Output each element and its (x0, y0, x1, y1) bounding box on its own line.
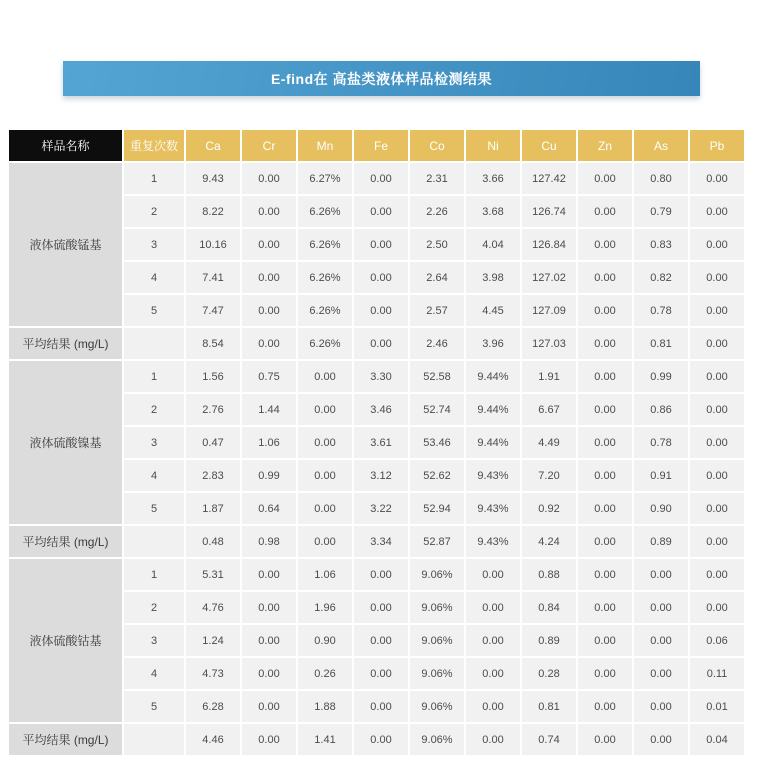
average-value-cell-Ca: 0.48 (186, 526, 240, 557)
value-cell-Ca: 1.87 (186, 493, 240, 524)
value-cell-Ni: 0.00 (466, 691, 520, 722)
value-cell-Fe: 0.00 (354, 559, 408, 590)
value-cell-Cr: 0.00 (242, 691, 296, 722)
repeat-count-cell: 5 (124, 691, 184, 722)
value-cell-Mn: 0.00 (298, 394, 352, 425)
average-value-cell-Fe: 0.00 (354, 328, 408, 359)
value-cell-Pb: 0.00 (690, 427, 744, 458)
average-value-cell-Pb: 0.00 (690, 526, 744, 557)
value-cell-Ni: 9.44% (466, 394, 520, 425)
repeat-count-cell: 2 (124, 592, 184, 623)
repeat-count-cell: 2 (124, 196, 184, 227)
value-cell-Ca: 10.16 (186, 229, 240, 260)
value-cell-Cr: 0.00 (242, 559, 296, 590)
repeat-count-cell: 1 (124, 361, 184, 392)
average-row (9, 724, 744, 755)
value-cell-Fe: 0.00 (354, 163, 408, 194)
value-cell-Ca: 1.24 (186, 625, 240, 656)
header-row (9, 130, 744, 161)
value-cell-Ni: 9.44% (466, 361, 520, 392)
value-cell-Fe: 0.00 (354, 691, 408, 722)
value-cell-Cr: 1.06 (242, 427, 296, 458)
value-cell-Mn: 0.90 (298, 625, 352, 656)
value-cell-Cr: 0.64 (242, 493, 296, 524)
value-cell-Pb: 0.00 (690, 229, 744, 260)
average-value-cell-Zn: 0.00 (578, 328, 632, 359)
value-cell-Mn: 0.00 (298, 460, 352, 491)
value-cell-As: 0.86 (634, 394, 688, 425)
value-cell-Pb: 0.00 (690, 559, 744, 590)
value-cell-Cu: 126.74 (522, 196, 576, 227)
average-value-cell-Cu: 4.24 (522, 526, 576, 557)
value-cell-As: 0.78 (634, 427, 688, 458)
value-cell-Cu: 127.42 (522, 163, 576, 194)
value-cell-Pb: 0.01 (690, 691, 744, 722)
average-value-cell-Cu: 127.03 (522, 328, 576, 359)
average-value-cell-Zn: 0.00 (578, 724, 632, 755)
value-cell-Mn: 6.26% (298, 196, 352, 227)
average-value-cell-Mn: 0.00 (298, 526, 352, 557)
average-value-cell-Ni: 9.43% (466, 526, 520, 557)
header-cell-Zn: Zn (578, 130, 632, 161)
value-cell-Cr: 0.00 (242, 229, 296, 260)
average-label-cell: 平均结果 (mg/L) (9, 724, 122, 755)
value-cell-Cu: 7.20 (522, 460, 576, 491)
value-cell-Zn: 0.00 (578, 163, 632, 194)
value-cell-Zn: 0.00 (578, 262, 632, 293)
average-row (9, 526, 744, 557)
repeat-count-cell: 4 (124, 658, 184, 689)
average-value-cell-Co: 9.06% (410, 724, 464, 755)
data-row (9, 559, 744, 590)
repeat-count-cell: 3 (124, 427, 184, 458)
value-cell-Cr: 0.00 (242, 295, 296, 326)
value-cell-Ca: 4.76 (186, 592, 240, 623)
value-cell-Fe: 0.00 (354, 592, 408, 623)
value-cell-Pb: 0.00 (690, 196, 744, 227)
value-cell-As: 0.79 (634, 196, 688, 227)
average-value-cell-Ca: 8.54 (186, 328, 240, 359)
repeat-count-cell: 3 (124, 625, 184, 656)
value-cell-Pb: 0.06 (690, 625, 744, 656)
value-cell-Zn: 0.00 (578, 427, 632, 458)
value-cell-Co: 9.06% (410, 559, 464, 590)
value-cell-Ni: 4.45 (466, 295, 520, 326)
value-cell-Ca: 5.31 (186, 559, 240, 590)
value-cell-Ca: 1.56 (186, 361, 240, 392)
value-cell-Zn: 0.00 (578, 295, 632, 326)
value-cell-Cu: 0.89 (522, 625, 576, 656)
value-cell-Ni: 0.00 (466, 658, 520, 689)
header-cell-Cr: Cr (242, 130, 296, 161)
value-cell-Co: 52.94 (410, 493, 464, 524)
value-cell-Mn: 6.26% (298, 229, 352, 260)
repeat-count-cell: 4 (124, 262, 184, 293)
value-cell-Ca: 4.73 (186, 658, 240, 689)
value-cell-Cu: 4.49 (522, 427, 576, 458)
value-cell-Cr: 0.00 (242, 658, 296, 689)
header-cell-Ni: Ni (466, 130, 520, 161)
value-cell-Cu: 127.02 (522, 262, 576, 293)
value-cell-Ca: 7.41 (186, 262, 240, 293)
average-value-cell-Ni: 3.96 (466, 328, 520, 359)
value-cell-Pb: 0.00 (690, 592, 744, 623)
value-cell-Ni: 9.43% (466, 460, 520, 491)
value-cell-Ni: 0.00 (466, 559, 520, 590)
value-cell-Cu: 6.67 (522, 394, 576, 425)
value-cell-Co: 53.46 (410, 427, 464, 458)
average-value-cell-Co: 52.87 (410, 526, 464, 557)
repeat-count-cell: 4 (124, 460, 184, 491)
value-cell-Zn: 0.00 (578, 658, 632, 689)
value-cell-As: 0.00 (634, 658, 688, 689)
value-cell-Cr: 0.00 (242, 625, 296, 656)
value-cell-Cu: 0.84 (522, 592, 576, 623)
value-cell-Cu: 1.91 (522, 361, 576, 392)
header-cell-sample-name: 样品名称 (9, 130, 122, 161)
repeat-count-cell (124, 328, 184, 359)
average-label-cell: 平均结果 (mg/L) (9, 526, 122, 557)
value-cell-Ca: 2.83 (186, 460, 240, 491)
header-cell-Cu: Cu (522, 130, 576, 161)
value-cell-Zn: 0.00 (578, 625, 632, 656)
value-cell-Fe: 0.00 (354, 196, 408, 227)
repeat-count-cell: 5 (124, 493, 184, 524)
value-cell-Mn: 0.00 (298, 493, 352, 524)
average-value-cell-Co: 2.46 (410, 328, 464, 359)
data-row (9, 163, 744, 194)
value-cell-Mn: 6.27% (298, 163, 352, 194)
value-cell-Cu: 0.92 (522, 493, 576, 524)
value-cell-As: 0.00 (634, 625, 688, 656)
repeat-count-cell: 5 (124, 295, 184, 326)
header-cell-Ca: Ca (186, 130, 240, 161)
page-title: E-find在 高盐类液体样品检测结果 (270, 70, 493, 87)
value-cell-Cr: 0.00 (242, 196, 296, 227)
value-cell-Fe: 3.22 (354, 493, 408, 524)
results-table (7, 128, 746, 757)
value-cell-Pb: 0.00 (690, 163, 744, 194)
value-cell-Cr: 0.00 (242, 262, 296, 293)
average-value-cell-As: 0.00 (634, 724, 688, 755)
value-cell-Mn: 0.00 (298, 361, 352, 392)
header-cell-As: As (634, 130, 688, 161)
average-value-cell-Mn: 6.26% (298, 328, 352, 359)
value-cell-Zn: 0.00 (578, 229, 632, 260)
average-value-cell-Mn: 1.41 (298, 724, 352, 755)
value-cell-Mn: 1.96 (298, 592, 352, 623)
repeat-count-cell: 2 (124, 394, 184, 425)
repeat-count-cell: 3 (124, 229, 184, 260)
value-cell-Pb: 0.00 (690, 460, 744, 491)
value-cell-Co: 52.74 (410, 394, 464, 425)
value-cell-Mn: 0.26 (298, 658, 352, 689)
value-cell-Cr: 0.99 (242, 460, 296, 491)
value-cell-Cu: 0.28 (522, 658, 576, 689)
value-cell-Ca: 6.28 (186, 691, 240, 722)
value-cell-Ca: 9.43 (186, 163, 240, 194)
value-cell-Ni: 9.43% (466, 493, 520, 524)
average-value-cell-Pb: 0.04 (690, 724, 744, 755)
value-cell-Co: 2.57 (410, 295, 464, 326)
average-value-cell-Cu: 0.74 (522, 724, 576, 755)
value-cell-Co: 2.50 (410, 229, 464, 260)
value-cell-Cu: 126.84 (522, 229, 576, 260)
title-banner (63, 61, 700, 96)
header-cell-repeat-count: 重复次数 (124, 130, 184, 161)
value-cell-Co: 2.31 (410, 163, 464, 194)
value-cell-Zn: 0.00 (578, 559, 632, 590)
value-cell-Ca: 8.22 (186, 196, 240, 227)
value-cell-As: 0.78 (634, 295, 688, 326)
value-cell-Cu: 127.09 (522, 295, 576, 326)
value-cell-As: 0.99 (634, 361, 688, 392)
value-cell-Co: 9.06% (410, 691, 464, 722)
value-cell-Mn: 6.26% (298, 295, 352, 326)
repeat-count-cell: 1 (124, 559, 184, 590)
value-cell-Cu: 0.81 (522, 691, 576, 722)
value-cell-Fe: 0.00 (354, 625, 408, 656)
value-cell-Cr: 0.75 (242, 361, 296, 392)
value-cell-Co: 2.64 (410, 262, 464, 293)
value-cell-Ni: 4.04 (466, 229, 520, 260)
value-cell-Co: 9.06% (410, 625, 464, 656)
value-cell-Cr: 0.00 (242, 163, 296, 194)
value-cell-Cr: 0.00 (242, 592, 296, 623)
header-cell-Co: Co (410, 130, 464, 161)
sample-name-cell: 液体硫酸镍基 (9, 361, 122, 524)
value-cell-Cu: 0.88 (522, 559, 576, 590)
value-cell-As: 0.00 (634, 559, 688, 590)
value-cell-Ca: 7.47 (186, 295, 240, 326)
value-cell-Fe: 3.46 (354, 394, 408, 425)
value-cell-Fe: 0.00 (354, 658, 408, 689)
value-cell-Fe: 0.00 (354, 295, 408, 326)
value-cell-As: 0.00 (634, 592, 688, 623)
value-cell-Co: 52.58 (410, 361, 464, 392)
value-cell-As: 0.00 (634, 691, 688, 722)
average-value-cell-Cr: 0.00 (242, 328, 296, 359)
average-value-cell-Ni: 0.00 (466, 724, 520, 755)
sample-name-cell: 液体硫酸钴基 (9, 559, 122, 722)
value-cell-Mn: 0.00 (298, 427, 352, 458)
value-cell-As: 0.83 (634, 229, 688, 260)
value-cell-Zn: 0.00 (578, 460, 632, 491)
value-cell-Zn: 0.00 (578, 394, 632, 425)
value-cell-As: 0.90 (634, 493, 688, 524)
value-cell-Pb: 0.00 (690, 262, 744, 293)
average-value-cell-As: 0.81 (634, 328, 688, 359)
value-cell-Fe: 0.00 (354, 262, 408, 293)
value-cell-Fe: 3.12 (354, 460, 408, 491)
repeat-count-cell: 1 (124, 163, 184, 194)
value-cell-Pb: 0.00 (690, 394, 744, 425)
value-cell-Zn: 0.00 (578, 361, 632, 392)
value-cell-Zn: 0.00 (578, 196, 632, 227)
value-cell-Co: 9.06% (410, 592, 464, 623)
value-cell-Zn: 0.00 (578, 592, 632, 623)
average-value-cell-Cr: 0.98 (242, 526, 296, 557)
value-cell-Ca: 2.76 (186, 394, 240, 425)
value-cell-Ni: 3.98 (466, 262, 520, 293)
data-row (9, 361, 744, 392)
value-cell-Fe: 3.61 (354, 427, 408, 458)
value-cell-Pb: 0.11 (690, 658, 744, 689)
value-cell-Pb: 0.00 (690, 361, 744, 392)
header-cell-Fe: Fe (354, 130, 408, 161)
value-cell-Zn: 0.00 (578, 691, 632, 722)
value-cell-Pb: 0.00 (690, 295, 744, 326)
average-value-cell-Pb: 0.00 (690, 328, 744, 359)
header-cell-Pb: Pb (690, 130, 744, 161)
repeat-count-cell (124, 724, 184, 755)
average-value-cell-As: 0.89 (634, 526, 688, 557)
value-cell-Ca: 0.47 (186, 427, 240, 458)
average-label-cell: 平均结果 (mg/L) (9, 328, 122, 359)
value-cell-Pb: 0.00 (690, 493, 744, 524)
average-value-cell-Zn: 0.00 (578, 526, 632, 557)
value-cell-Ni: 0.00 (466, 592, 520, 623)
average-value-cell-Ca: 4.46 (186, 724, 240, 755)
value-cell-Mn: 1.06 (298, 559, 352, 590)
value-cell-As: 0.80 (634, 163, 688, 194)
value-cell-Mn: 6.26% (298, 262, 352, 293)
value-cell-Ni: 3.66 (466, 163, 520, 194)
average-value-cell-Fe: 3.34 (354, 526, 408, 557)
value-cell-Mn: 1.88 (298, 691, 352, 722)
header-cell-Mn: Mn (298, 130, 352, 161)
sample-name-cell: 液体硫酸锰基 (9, 163, 122, 326)
value-cell-As: 0.82 (634, 262, 688, 293)
value-cell-As: 0.91 (634, 460, 688, 491)
value-cell-Co: 9.06% (410, 658, 464, 689)
value-cell-Co: 2.26 (410, 196, 464, 227)
repeat-count-cell (124, 526, 184, 557)
value-cell-Zn: 0.00 (578, 493, 632, 524)
value-cell-Ni: 9.44% (466, 427, 520, 458)
average-value-cell-Fe: 0.00 (354, 724, 408, 755)
value-cell-Cr: 1.44 (242, 394, 296, 425)
average-row (9, 328, 744, 359)
value-cell-Fe: 0.00 (354, 229, 408, 260)
value-cell-Fe: 3.30 (354, 361, 408, 392)
value-cell-Ni: 0.00 (466, 625, 520, 656)
value-cell-Ni: 3.68 (466, 196, 520, 227)
average-value-cell-Cr: 0.00 (242, 724, 296, 755)
value-cell-Co: 52.62 (410, 460, 464, 491)
